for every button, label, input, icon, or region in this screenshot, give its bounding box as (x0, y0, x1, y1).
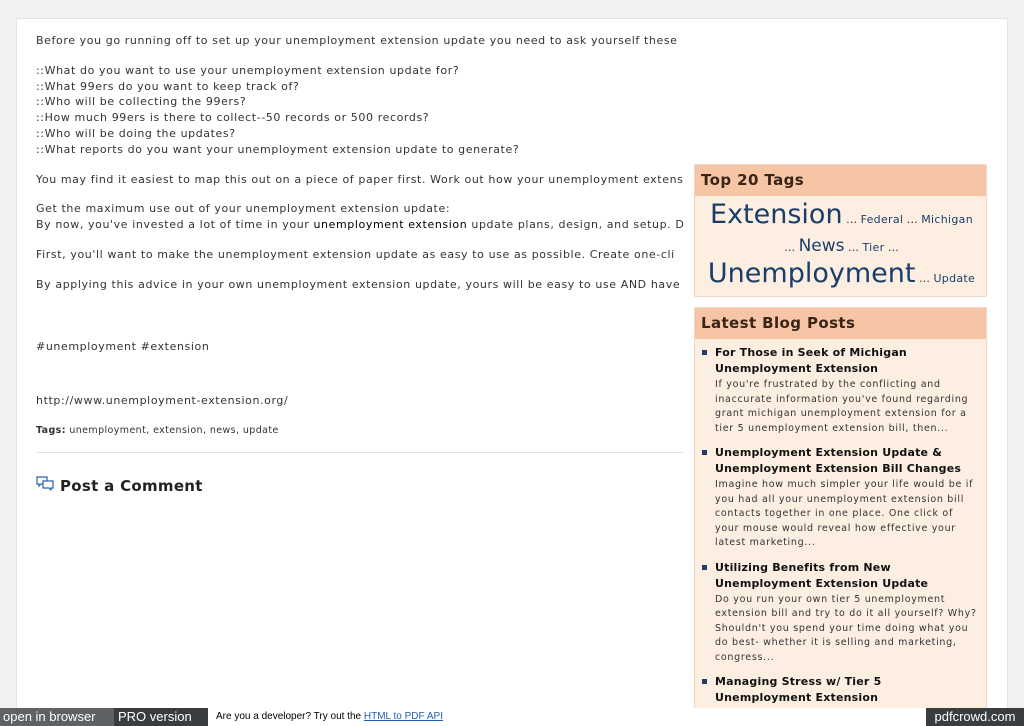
tag-link[interactable]: News (798, 236, 845, 256)
tag-link[interactable]: Extension (710, 199, 843, 230)
hashtags: #unemployment #extension (36, 339, 210, 353)
question-item: ::Who will be doing the updates? (36, 126, 236, 140)
spacer (36, 409, 684, 423)
latest-posts-title: Latest Blog Posts (695, 308, 986, 339)
tag-cloud-widget (694, 164, 987, 297)
question-item: ::How much 99ers is there to collect--50 records or 500 records? (36, 111, 430, 125)
pdfcrowd-bar (0, 708, 1024, 726)
post-title-link[interactable]: For Those in Seek of Michigan Unemployment Extension (715, 346, 907, 375)
post-title-link[interactable]: Managing Stress w/ Tier 5 Unemployment Extension (715, 675, 882, 704)
paragraph-map: You may find it easiest to map this out on a piece of paper first. Work out how your unemployment extens (36, 172, 684, 186)
developer-text: Are you a developer? Try out the (216, 711, 364, 722)
tag-link[interactable]: Update (933, 272, 976, 285)
divider (36, 452, 684, 453)
latest-posts-widget (694, 307, 987, 726)
speech-bubbles-icon (36, 476, 54, 495)
question-item: ::What do you want to use your unemployment extension update for? (36, 63, 460, 77)
post-excerpt: If you're frustrated by the conflicting and inaccurate information you've found regarding grant michigan unemployment extension for a tier 5 unemployment extension bill, then... (715, 379, 969, 434)
tags-value[interactable]: unemployment, extension, news, update (65, 425, 279, 437)
post-comment-link[interactable]: Post a Comment (60, 476, 203, 495)
post-excerpt: Do you run your own tier 5 unemployment extension bill and try to do it all yourself? Why? Shouldn't you spend your time doing what you do best- whether it is selling and marketing, congress... (715, 593, 977, 663)
tag-separator: … (915, 272, 934, 285)
tag-separator: … (884, 241, 899, 254)
tag-link[interactable]: Federal (860, 213, 904, 226)
spacer (36, 354, 684, 393)
spacer (36, 49, 684, 63)
pro-version-button[interactable]: PRO version (114, 708, 208, 726)
sidebar (694, 164, 987, 726)
bullet-icon (702, 679, 707, 684)
question-item: ::What reports do you want your unemployment extension update to generate? (36, 142, 520, 156)
post-excerpt: Imagine how much simpler your life would be if you had all your unemployment extension bill contacts together in one place. One click of your mouse would reveal how effective your latest marketing... (715, 479, 974, 548)
tags-label: Tags: (36, 425, 66, 437)
tag-cloud (695, 196, 986, 296)
spacer (36, 187, 684, 201)
article-body (36, 33, 684, 439)
spacer (36, 158, 684, 172)
bullet-icon (702, 450, 707, 455)
list-item (695, 339, 986, 439)
unemployment-extension-link[interactable]: unemployment extension (313, 218, 468, 232)
text: By now, you've invested a lot of time in your (36, 218, 314, 232)
tag-link[interactable]: Tier (862, 241, 885, 254)
question-item: ::What 99ers do you want to keep track of? (36, 79, 300, 93)
tag-separator: … (903, 213, 922, 226)
bullet-icon (702, 565, 707, 570)
paragraph-max-heading: Get the maximum use out of your unemployment extension update: (36, 202, 451, 216)
bullet-icon (702, 350, 707, 355)
list-item (695, 439, 986, 554)
developer-message (216, 708, 443, 726)
paragraph-first: First, you'll want to make the unemployment extension update as easy to use as possible. Create one-cli (36, 247, 675, 261)
html-to-pdf-api-link[interactable]: HTML to PDF API (363, 711, 443, 722)
list-item (695, 554, 986, 669)
tag-separator: … (844, 241, 863, 254)
comment-heading (36, 476, 203, 495)
post-title-link[interactable]: Utilizing Benefits from New Unemployment Extension Update (715, 560, 929, 590)
paragraph-apply: By applying this advice in your own unemployment extension update, yours will be easy to use AND have (36, 277, 681, 291)
paragraph-max (36, 217, 684, 233)
source-url[interactable]: http://www.unemployment-extension.org/ (36, 394, 289, 408)
tag-link[interactable]: Unemployment (707, 258, 916, 289)
spacer (36, 293, 684, 339)
spacer (36, 233, 684, 247)
post-title-link[interactable]: Unemployment Extension Update & Unemployment Extension Bill Changes (715, 446, 962, 475)
article-intro: Before you go running off to set up your unemployment extension update you need to ask yourself these (36, 34, 678, 47)
post-tags (36, 423, 684, 439)
text: update plans, design, and setup. D (467, 218, 684, 232)
question-item: ::Who will be collecting the 99ers? (36, 95, 247, 109)
pdfcrowd-brand-button[interactable]: pdfcrowd.com (926, 708, 1024, 726)
tag-cloud-title: Top 20 Tags (695, 165, 986, 196)
spacer (36, 263, 684, 277)
question-list (36, 63, 684, 158)
open-in-browser-button[interactable]: open in browser (0, 708, 115, 726)
tag-separator: … (842, 213, 861, 226)
tag-link[interactable]: Michigan (921, 213, 973, 226)
tag-separator: … (784, 241, 799, 254)
